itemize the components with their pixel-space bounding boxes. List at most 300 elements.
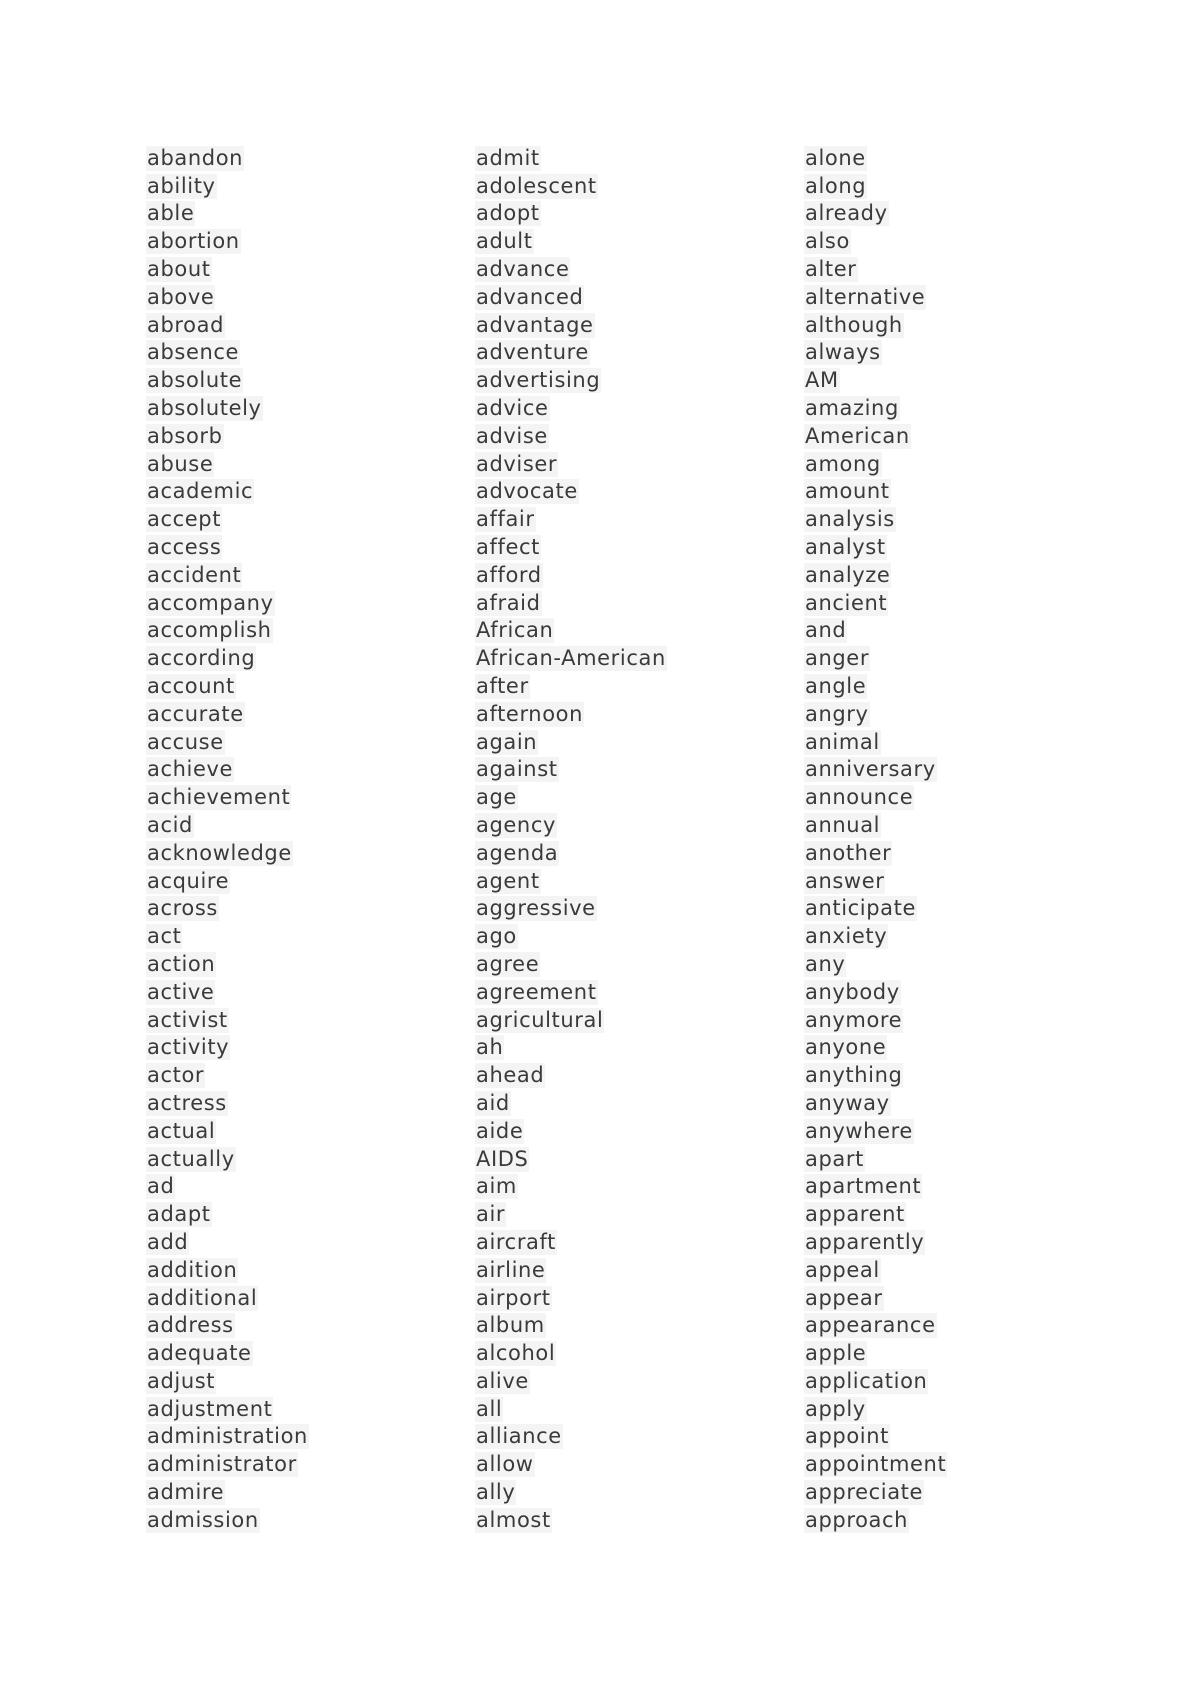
list-item: [804, 1450, 1124, 1478]
word: ago: [476, 924, 517, 949]
list-item: [804, 1339, 1124, 1367]
list-item: [804, 505, 1124, 533]
word: admire: [147, 1480, 225, 1505]
word: addition: [147, 1257, 238, 1282]
word: approach: [805, 1507, 909, 1532]
word: aid: [476, 1090, 510, 1115]
word: allow: [476, 1452, 534, 1477]
word: absorb: [147, 423, 223, 448]
word: actually: [147, 1146, 235, 1171]
word: AIDS: [476, 1146, 529, 1171]
list-item: [146, 505, 466, 533]
word: advanced: [476, 284, 584, 309]
list-item: [475, 1117, 795, 1145]
word: active: [147, 979, 215, 1004]
list-item: [475, 1478, 795, 1506]
list-item: [146, 1034, 466, 1062]
word: appear: [805, 1285, 883, 1310]
word: anxiety: [805, 924, 888, 949]
list-item: [804, 144, 1124, 172]
word: accomplish: [147, 618, 272, 643]
list-item: [475, 672, 795, 700]
word: act: [147, 924, 182, 949]
list-item: [475, 172, 795, 200]
word: ah: [476, 1035, 504, 1060]
word: appointment: [805, 1452, 947, 1477]
list-item: [475, 1339, 795, 1367]
list-item: [146, 1006, 466, 1034]
word: acquire: [147, 868, 230, 893]
word: appeal: [805, 1257, 880, 1282]
list-item: [146, 561, 466, 589]
word: alter: [805, 257, 857, 282]
list-item: [804, 756, 1124, 784]
word: amount: [805, 479, 890, 504]
list-item: [804, 1006, 1124, 1034]
list-item: [804, 561, 1124, 589]
list-item: [804, 895, 1124, 923]
list-item: [804, 311, 1124, 339]
list-item: [146, 1228, 466, 1256]
list-item: [804, 1311, 1124, 1339]
word: account: [147, 673, 235, 698]
list-item: [475, 922, 795, 950]
word: apart: [805, 1146, 864, 1171]
word: adequate: [147, 1341, 252, 1366]
list-item: [475, 1006, 795, 1034]
word: actor: [147, 1063, 205, 1088]
word: adolescent: [476, 173, 597, 198]
word: ability: [147, 173, 216, 198]
word: alliance: [476, 1424, 562, 1449]
word: anybody: [805, 979, 900, 1004]
word: agricultural: [476, 1007, 604, 1032]
list-item: [146, 1117, 466, 1145]
list-item: [146, 533, 466, 561]
word: again: [476, 729, 538, 754]
word: admit: [476, 145, 540, 170]
word: aide: [476, 1118, 524, 1143]
list-item: [146, 1395, 466, 1423]
word: advocate: [476, 479, 578, 504]
list-item: [475, 617, 795, 645]
list-item: [146, 1200, 466, 1228]
list-item: [146, 1311, 466, 1339]
word: activist: [147, 1007, 228, 1032]
word: animal: [805, 729, 880, 754]
word: acid: [147, 812, 193, 837]
list-item: [475, 366, 795, 394]
list-item: [475, 950, 795, 978]
word-list: [0, 144, 1200, 1564]
word: advice: [476, 396, 549, 420]
list-item: [146, 1450, 466, 1478]
list-item: [475, 811, 795, 839]
list-item: [146, 144, 466, 172]
list-item: [146, 1339, 466, 1367]
list-item: [475, 1284, 795, 1312]
list-item: [475, 1450, 795, 1478]
list-item: [475, 1061, 795, 1089]
word: academic: [147, 479, 254, 504]
word: actress: [147, 1090, 227, 1115]
word: against: [476, 757, 558, 782]
word: accompany: [147, 590, 274, 615]
word: agree: [476, 951, 540, 976]
word: AM: [805, 368, 839, 393]
word: all: [476, 1396, 503, 1421]
list-item: [804, 1284, 1124, 1312]
list-item: [804, 978, 1124, 1006]
list-item: [475, 1423, 795, 1451]
word: alone: [805, 145, 866, 170]
list-item: [804, 1145, 1124, 1173]
list-item: [475, 1506, 795, 1534]
word: amazing: [805, 396, 899, 420]
list-item: [804, 1228, 1124, 1256]
list-item: [475, 1200, 795, 1228]
word: admission: [147, 1507, 259, 1532]
word: achieve: [147, 757, 234, 782]
word: adjust: [147, 1368, 216, 1393]
word: alive: [476, 1368, 529, 1393]
list-item: [804, 339, 1124, 367]
list-item: [804, 1478, 1124, 1506]
word: air: [476, 1202, 506, 1227]
list-item: [475, 1089, 795, 1117]
word: age: [476, 785, 517, 810]
list-item: [804, 1089, 1124, 1117]
list-item: [804, 283, 1124, 311]
word: absence: [147, 340, 240, 365]
list-item: [146, 172, 466, 200]
list-item: [475, 478, 795, 506]
word: apparent: [805, 1202, 905, 1227]
word: acknowledge: [147, 840, 292, 865]
word: adjustment: [147, 1396, 273, 1421]
word: along: [805, 173, 867, 198]
list-item: [804, 478, 1124, 506]
word: any: [805, 951, 846, 976]
list-item: [146, 1367, 466, 1395]
list-item: [475, 644, 795, 672]
word: afraid: [476, 590, 541, 615]
word: according: [147, 646, 256, 671]
word: affair: [476, 507, 535, 532]
list-item: [475, 505, 795, 533]
word: absolute: [147, 368, 243, 393]
list-item: [475, 561, 795, 589]
word: abortion: [147, 229, 240, 254]
list-item: [475, 144, 795, 172]
word: among: [805, 451, 881, 476]
word: adventure: [476, 340, 589, 365]
word: appoint: [805, 1424, 889, 1449]
list-item: [146, 589, 466, 617]
list-item: [804, 728, 1124, 756]
list-item: [146, 200, 466, 228]
word: ally: [476, 1480, 516, 1505]
list-item: [146, 1256, 466, 1284]
list-item: [146, 422, 466, 450]
word: abroad: [147, 312, 225, 337]
word: ahead: [476, 1063, 545, 1088]
list-item: [804, 644, 1124, 672]
word: adapt: [147, 1202, 211, 1227]
word: analysis: [805, 507, 895, 532]
list-item: [146, 339, 466, 367]
list-item: [475, 1172, 795, 1200]
list-item: [804, 533, 1124, 561]
list-item: [804, 366, 1124, 394]
list-item: [475, 227, 795, 255]
word: affect: [476, 534, 540, 559]
word: adviser: [476, 451, 558, 476]
list-item: [146, 366, 466, 394]
word: advertising: [476, 368, 601, 393]
list-item: [146, 311, 466, 339]
word: apparently: [805, 1229, 925, 1254]
list-item: [475, 700, 795, 728]
list-item: [804, 867, 1124, 895]
word: agency: [476, 812, 557, 837]
word: another: [805, 840, 892, 865]
word: and: [805, 618, 847, 643]
word: additional: [147, 1285, 258, 1310]
list-item: [475, 1256, 795, 1284]
word: although: [805, 312, 903, 337]
list-item: [475, 867, 795, 895]
list-item: [475, 728, 795, 756]
list-item: [146, 255, 466, 283]
word: album: [476, 1313, 545, 1338]
word: across: [147, 896, 218, 921]
word: aircraft: [476, 1229, 556, 1254]
word: anger: [805, 646, 870, 671]
word: adopt: [476, 201, 540, 226]
word: apply: [805, 1396, 866, 1421]
word: anyone: [805, 1035, 887, 1060]
list-item: [475, 1311, 795, 1339]
list-item: [146, 839, 466, 867]
list-item: [146, 728, 466, 756]
word: alcohol: [476, 1341, 556, 1366]
list-item: [475, 533, 795, 561]
word: aggressive: [476, 896, 596, 921]
word: advantage: [476, 312, 594, 337]
word: able: [147, 201, 195, 226]
list-item: [475, 1034, 795, 1062]
list-item: [146, 1506, 466, 1534]
word: airport: [476, 1285, 551, 1310]
word: actual: [147, 1118, 216, 1143]
list-item: [146, 922, 466, 950]
list-item: [146, 756, 466, 784]
list-item: [804, 450, 1124, 478]
list-item: [146, 394, 466, 422]
word: appearance: [805, 1313, 936, 1338]
word: address: [147, 1313, 234, 1338]
word: agenda: [476, 840, 559, 865]
list-item: [804, 950, 1124, 978]
list-item: [146, 227, 466, 255]
word: also: [805, 229, 850, 254]
word: accuse: [147, 729, 224, 754]
word: advance: [476, 257, 570, 282]
list-item: [475, 1367, 795, 1395]
list-item: [804, 394, 1124, 422]
word: accurate: [147, 701, 244, 726]
list-item: [475, 589, 795, 617]
list-item: [804, 700, 1124, 728]
list-item: [146, 644, 466, 672]
list-item: [804, 1367, 1124, 1395]
list-item: [804, 1034, 1124, 1062]
list-item: [146, 700, 466, 728]
word: accept: [147, 507, 222, 532]
word: alternative: [805, 284, 926, 309]
word: after: [476, 673, 529, 698]
list-item: [804, 422, 1124, 450]
list-item: [804, 200, 1124, 228]
word: anyway: [805, 1090, 890, 1115]
word: anticipate: [805, 896, 916, 921]
list-item: [804, 839, 1124, 867]
word: access: [147, 534, 222, 559]
list-item: [804, 1506, 1124, 1534]
list-item: [146, 950, 466, 978]
list-item: [475, 422, 795, 450]
word: administration: [147, 1424, 308, 1449]
list-item: [804, 1200, 1124, 1228]
list-item: [804, 811, 1124, 839]
word: afford: [476, 562, 542, 587]
list-item: [146, 811, 466, 839]
word: achievement: [147, 785, 291, 810]
list-item: [146, 672, 466, 700]
list-item: [804, 227, 1124, 255]
list-item: [146, 895, 466, 923]
word: angry: [805, 701, 869, 726]
list-item: [146, 783, 466, 811]
word: activity: [147, 1035, 230, 1060]
word: African-American: [476, 646, 666, 671]
list-item: [146, 1172, 466, 1200]
list-item: [146, 1061, 466, 1089]
word: above: [147, 284, 215, 309]
list-item: [804, 1423, 1124, 1451]
word: application: [805, 1368, 928, 1393]
word: agent: [476, 868, 540, 893]
word: anymore: [805, 1007, 903, 1032]
list-item: [146, 1089, 466, 1117]
word: abuse: [147, 451, 214, 476]
list-item: [804, 172, 1124, 200]
word: aim: [476, 1174, 517, 1199]
list-item: [475, 450, 795, 478]
list-item: [146, 978, 466, 1006]
word: agreement: [476, 979, 597, 1004]
list-item: [146, 1423, 466, 1451]
list-item: [804, 783, 1124, 811]
word: afternoon: [476, 701, 584, 726]
list-item: [804, 1395, 1124, 1423]
word: always: [805, 340, 881, 365]
list-item: [146, 1284, 466, 1312]
list-item: [146, 1478, 466, 1506]
word: ad: [147, 1174, 175, 1199]
word: angle: [805, 673, 867, 698]
list-item: [146, 283, 466, 311]
list-item: [146, 867, 466, 895]
list-item: [475, 339, 795, 367]
list-item: [475, 200, 795, 228]
word: American: [805, 423, 910, 448]
word: apple: [805, 1341, 867, 1366]
word-column-1: [146, 144, 466, 1534]
list-item: [475, 895, 795, 923]
list-item: [146, 617, 466, 645]
word: anniversary: [805, 757, 936, 782]
word-column-3: [804, 144, 1124, 1534]
word: about: [147, 257, 211, 282]
list-item: [146, 478, 466, 506]
word: abandon: [147, 145, 244, 170]
word: ancient: [805, 590, 888, 615]
list-item: [804, 255, 1124, 283]
word-column-2: [475, 144, 795, 1534]
list-item: [804, 1117, 1124, 1145]
list-item: [475, 311, 795, 339]
list-item: [146, 1145, 466, 1173]
list-item: [804, 589, 1124, 617]
list-item: [804, 922, 1124, 950]
list-item: [475, 839, 795, 867]
word: analyst: [805, 534, 886, 559]
word: action: [147, 951, 216, 976]
list-item: [804, 1172, 1124, 1200]
word: add: [147, 1229, 189, 1254]
word: African: [476, 618, 554, 643]
word: absolutely: [147, 396, 262, 420]
list-item: [475, 255, 795, 283]
word: answer: [805, 868, 885, 893]
list-item: [475, 1395, 795, 1423]
word: announce: [805, 785, 914, 810]
list-item: [475, 1228, 795, 1256]
word: adult: [476, 229, 533, 254]
word: anything: [805, 1063, 903, 1088]
list-item: [475, 394, 795, 422]
word: accident: [147, 562, 242, 587]
word: apartment: [805, 1174, 922, 1199]
word: airline: [476, 1257, 546, 1282]
list-item: [475, 783, 795, 811]
word: already: [805, 201, 888, 226]
word: appreciate: [805, 1480, 924, 1505]
list-item: [804, 1256, 1124, 1284]
word: advise: [476, 423, 548, 448]
word: administrator: [147, 1452, 297, 1477]
list-item: [146, 450, 466, 478]
list-item: [475, 1145, 795, 1173]
word: annual: [805, 812, 881, 837]
word: anywhere: [805, 1118, 913, 1143]
word: almost: [476, 1507, 551, 1532]
list-item: [475, 978, 795, 1006]
word: analyze: [805, 562, 891, 587]
list-item: [804, 617, 1124, 645]
